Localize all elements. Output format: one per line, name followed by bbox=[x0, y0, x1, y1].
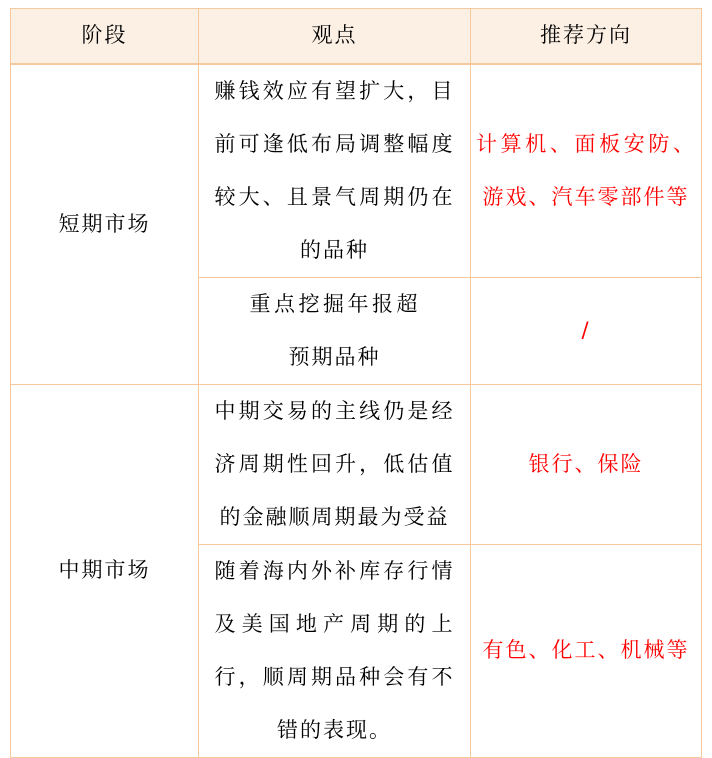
header-view: 观点 bbox=[199, 9, 471, 64]
view-cell bbox=[199, 544, 471, 757]
recommendation-cell bbox=[471, 384, 702, 544]
recommendation-text: 有色、化工、机械等 bbox=[482, 638, 690, 662]
header-recommendation: 推荐方向 bbox=[471, 9, 702, 64]
stage-label: 短期市场 bbox=[58, 211, 151, 236]
view-cell bbox=[199, 384, 471, 544]
view-text: 随着海内外补库存行情及美国地产周期的上行，顺周期品种会有不错的表现。 bbox=[214, 558, 455, 742]
table-row bbox=[11, 64, 702, 278]
view-cell bbox=[199, 277, 471, 384]
view-text: 中期交易的主线仍是经济周期性回升，低估值的金融顺周期最为受益 bbox=[214, 398, 455, 529]
table-header-row bbox=[11, 9, 702, 64]
table-row bbox=[11, 384, 702, 544]
recommendation-text: 计算机、面板安防、游戏、汽车零部件等 bbox=[476, 131, 696, 209]
view-cell bbox=[199, 64, 471, 278]
stage-cell-short-term bbox=[11, 64, 199, 385]
stage-cell-mid-term bbox=[11, 384, 199, 757]
recommendation-cell bbox=[471, 277, 702, 384]
header-stage: 阶段 bbox=[11, 9, 199, 64]
market-strategy-table bbox=[10, 8, 702, 758]
recommendation-cell bbox=[471, 64, 702, 278]
view-text: 重点挖掘年报超预期品种 bbox=[249, 291, 420, 369]
view-text: 赚钱效应有望扩大，目前可逢低布局调整幅度较大、且景气周期仍在的品种 bbox=[214, 78, 455, 262]
recommendation-text: 银行、保险 bbox=[528, 451, 644, 476]
recommendation-text: / bbox=[581, 318, 591, 342]
recommendation-cell bbox=[471, 544, 702, 757]
stage-label: 中期市场 bbox=[58, 558, 151, 582]
